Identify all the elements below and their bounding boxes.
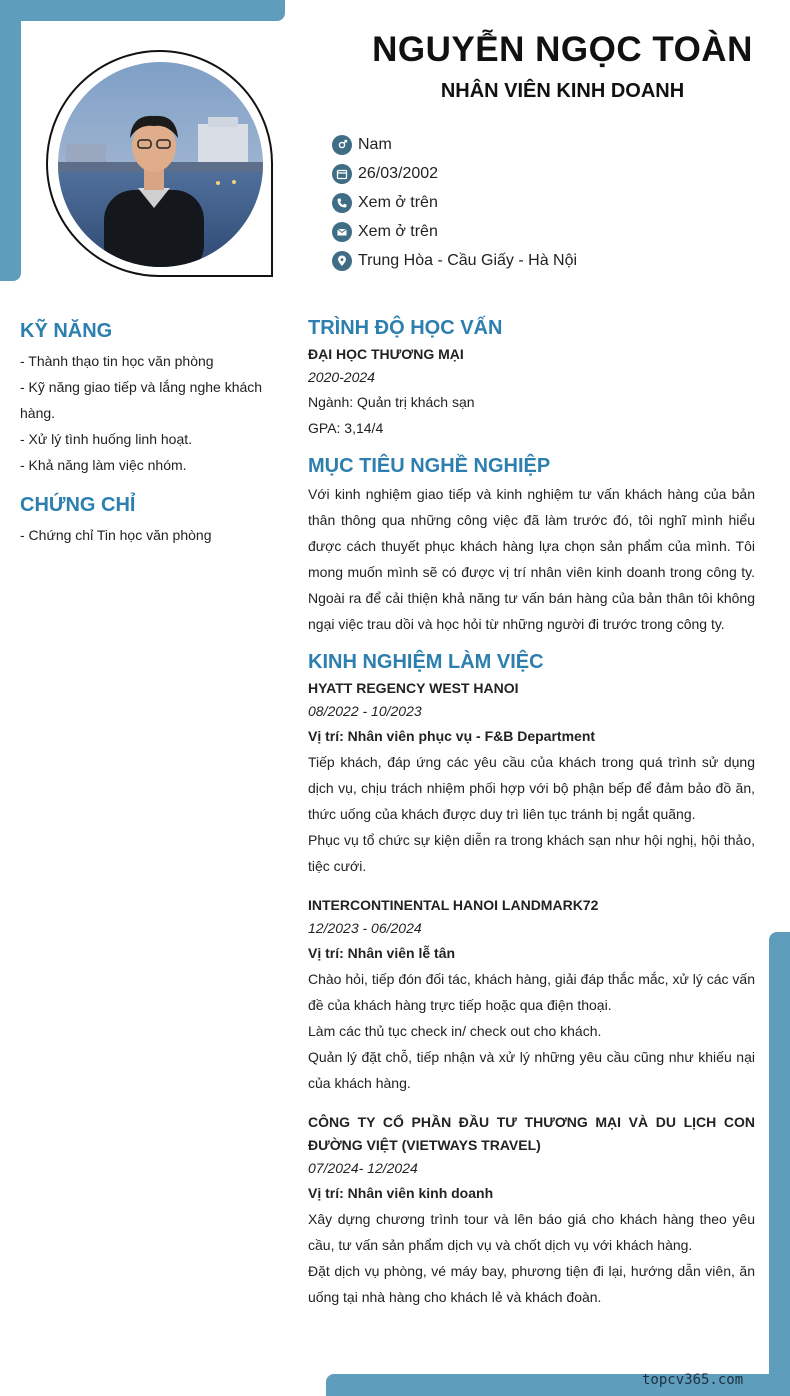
experience-heading: KINH NGHIỆM LÀM VIỆC xyxy=(308,651,544,673)
left-column xyxy=(20,318,270,548)
job-duty: Xây dựng chương trình tour và lên báo giá cho khách hàng theo yêu cầu, tư vấn sản phẩm dịch vụ và chốt dịch vụ với khách hàng. xyxy=(308,1211,755,1253)
experience-item xyxy=(308,894,755,1096)
experience-item xyxy=(308,1111,755,1310)
contact-text: Xem ở trên xyxy=(358,193,438,211)
job-period: 07/2024- 12/2024 xyxy=(308,1160,418,1176)
objective-heading: MỤC TIÊU NGHỀ NGHIỆP xyxy=(308,455,551,477)
decor-bar-left xyxy=(0,0,21,281)
job-position: Vị trí: Nhân viên phục vụ - F&B Department xyxy=(308,728,596,744)
calendar-icon xyxy=(332,164,352,184)
education-major: Ngành: Quản trị khách sạn xyxy=(308,394,475,410)
objective-text: Với kinh nghiệm giao tiếp và kinh nghiệm tư vấn khách hàng của bản thân thông qua những công việc đã làm trước đó, tôi nghĩ mình hiểu được cách thuyết phục khách hàng lựa chọn sản phẩm của mình. Tôi mong muốn mình sẽ có được vị trí nhân viên kinh doanh trong công ty. Ngoài ra để cải thiện khả năng tư vấn bán hàng của bản thân tôi không ngại việc trau dồi và học hỏi từ những người đi trước trong công ty. xyxy=(308,486,755,632)
job-position: Vị trí: Nhân viên kinh doanh xyxy=(308,1185,494,1201)
contact-phone xyxy=(332,188,577,217)
job-period: 12/2023 - 06/2024 xyxy=(308,920,422,936)
location-icon xyxy=(332,251,352,271)
email-icon xyxy=(332,222,352,242)
company-name: HYATT REGENCY WEST HANOI xyxy=(308,680,519,696)
job-position: Vị trí: Nhân viên lễ tân xyxy=(308,945,456,961)
contact-address xyxy=(332,246,577,275)
education-period: 2020-2024 xyxy=(308,369,375,385)
decor-bar-right xyxy=(769,932,790,1396)
skills-heading: KỸ NĂNG xyxy=(20,320,113,342)
company-name: CÔNG TY CỔ PHẦN ĐẦU TƯ THƯƠNG MẠI VÀ DU LỊCH CON ĐƯỜNG VIỆT (VIETWAYS TRAVEL) xyxy=(308,1114,755,1153)
company-name: INTERCONTINENTAL HANOI LANDMARK72 xyxy=(308,897,599,913)
job-duty: Làm các thủ tục check in/ check out cho khách. xyxy=(308,1023,602,1039)
skill-item: - Thành thạo tin học văn phòng xyxy=(20,353,214,369)
school-name: ĐẠI HỌC THƯƠNG MẠI xyxy=(308,346,464,362)
job-duty: Phục vụ tổ chức sự kiện diễn ra trong khách sạn như hội nghị, hội thảo, tiệc cưới. xyxy=(308,832,755,874)
experience-item xyxy=(308,677,755,879)
profile-photo xyxy=(58,62,263,267)
skill-item: - Kỹ năng giao tiếp và lắng nghe khách hàng. xyxy=(20,379,263,421)
education-gpa: GPA: 3,14/4 xyxy=(308,420,384,436)
job-duty: Tiếp khách, đáp ứng các yêu cầu của khách trong quá trình sử dụng dịch vụ, chịu trách nhiệm phối hợp với bộ phận bếp để đảm bảo đồ ăn, thức uống của khách được duy trì liên tục tránh bị ngắt quãng. xyxy=(308,754,755,822)
job-duty: Quản lý đặt chỗ, tiếp nhận và xử lý những yêu cầu cũng như khiếu nại của khách hàng. xyxy=(308,1049,755,1091)
contact-text: Xem ở trên xyxy=(358,222,438,240)
job-title: NHÂN VIÊN KINH DOANH xyxy=(440,80,685,102)
right-column xyxy=(308,315,755,1310)
job-duty: Đặt dịch vụ phòng, vé máy bay, phương tiện đi lại, hướng dẫn viên, ăn uống tại nhà hàng cho khách lẻ và khách đoàn. xyxy=(308,1263,755,1305)
decor-bar-top xyxy=(0,0,285,21)
contact-text: Trung Hòa - Cầu Giấy - Hà Nội xyxy=(358,251,578,269)
education-heading: TRÌNH ĐỘ HỌC VẤN xyxy=(308,317,503,339)
certificates-heading: CHỨNG CHỈ xyxy=(20,494,136,516)
skill-item: - Khả năng làm việc nhóm. xyxy=(20,457,187,473)
contact-gender xyxy=(332,130,577,159)
candidate-name: NGUYỄN NGỌC TOÀN xyxy=(372,30,753,69)
gender-icon xyxy=(332,135,352,155)
job-period: 08/2022 - 10/2023 xyxy=(308,703,422,719)
certificate-item: - Chứng chỉ Tin học văn phòng xyxy=(20,527,212,543)
job-duty: Chào hỏi, tiếp đón đối tác, khách hàng, giải đáp thắc mắc, xử lý các vấn đề của khách hàng trực tiếp hoặc qua điện thoại. xyxy=(308,971,755,1013)
contact-birthday xyxy=(332,159,577,188)
contact-list xyxy=(332,130,577,275)
contact-email xyxy=(332,217,577,246)
contact-text: Nam xyxy=(358,135,392,153)
contact-text: 26/03/2002 xyxy=(358,164,439,182)
watermark: topcv365.com xyxy=(642,1372,744,1388)
skill-item: - Xử lý tình huống linh hoạt. xyxy=(20,431,193,447)
phone-icon xyxy=(332,193,352,213)
